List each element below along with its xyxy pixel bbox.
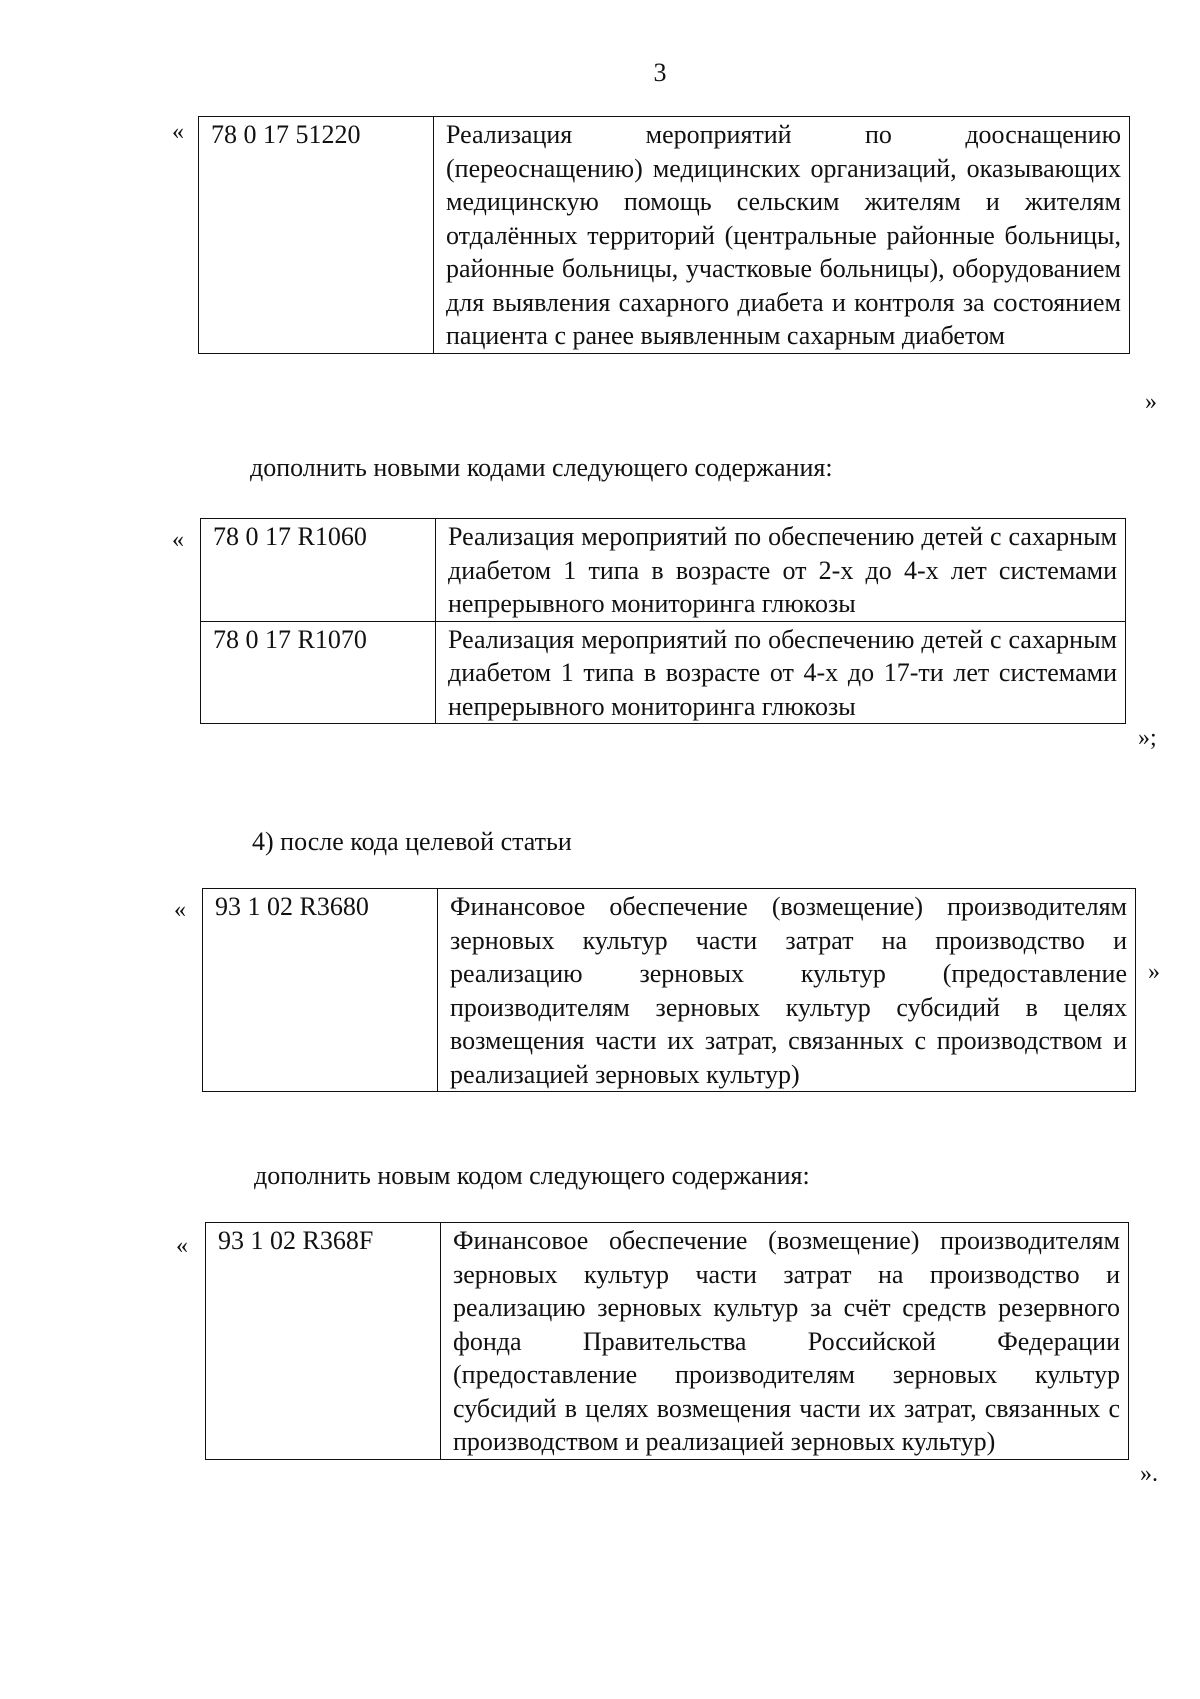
opening-quote: « xyxy=(172,119,184,145)
table-row xyxy=(199,117,1130,354)
opening-quote: « xyxy=(174,897,186,923)
table-row xyxy=(201,621,1126,724)
closing-quote: » xyxy=(1148,959,1160,985)
description-cell: Финансовое обеспечение (возмещение) производителям зерновых культур части затрат на производство и реализацию зерновых культур (предоставление производителям зерновых культур субсидий в целях возмещения части их затрат, связанных с производством и реализацией зерновых культур) xyxy=(438,889,1136,1092)
code-cell: 78 0 17 R1070 xyxy=(201,621,436,724)
code-cell: 78 0 17 R1060 xyxy=(201,519,436,622)
closing-quote: ». xyxy=(1140,1461,1158,1487)
instruction-paragraph: дополнить новым кодом следующего содержания: xyxy=(254,1161,810,1190)
code-cell: 93 1 02 R3680 xyxy=(203,889,438,1092)
page-number: 3 xyxy=(653,58,667,87)
description-cell: Реализация мероприятий по дооснащению (переоснащению) медицинских организаций, оказывающих медицинскую помощь сельским жителям и жителям отдалённых территорий (центральные районные больницы, районные больницы, участковые больницы), оборудованием для выявления сахарного диабета и контроля за состоянием пациента с ранее выявленным сахарным диабетом xyxy=(434,117,1130,354)
code-cell: 93 1 02 R368F xyxy=(206,1223,441,1460)
code-cell: 78 0 17 51220 xyxy=(199,117,434,354)
description-cell: Реализация мероприятий по обеспечению детей с сахарным диабетом 1 типа в возрасте от 2-х до 4-х лет системами непрерывного мониторинга глюкозы xyxy=(436,519,1126,622)
opening-quote: « xyxy=(176,1233,188,1259)
table-row xyxy=(206,1223,1129,1460)
budget-code-table-2 xyxy=(200,518,1126,724)
budget-code-table-4 xyxy=(205,1222,1129,1460)
section-paragraph: 4) после кода целевой статьи xyxy=(252,827,572,856)
description-cell: Реализация мероприятий по обеспечению детей с сахарным диабетом 1 типа в возрасте от 4-х до 17-ти лет системами непрерывного мониторинга глюкозы xyxy=(436,621,1126,724)
opening-quote: « xyxy=(172,527,184,553)
description-cell: Финансовое обеспечение (возмещение) производителям зерновых культур части затрат на производство и реализацию зерновых культур за счёт средств резервного фонда Правительства Российской Федерации (предоставление производителям зерновых культур субсидий в целях возмещения части их затрат, связанных с производством и реализацией зерновых культур) xyxy=(441,1223,1129,1460)
budget-code-table-3 xyxy=(202,888,1136,1092)
closing-quote: » xyxy=(1145,389,1157,415)
budget-code-table-1 xyxy=(198,116,1130,354)
table-row xyxy=(201,519,1126,622)
closing-quote: »; xyxy=(1138,725,1157,751)
table-row xyxy=(203,889,1136,1092)
instruction-paragraph: дополнить новыми кодами следующего содержания: xyxy=(250,453,833,482)
